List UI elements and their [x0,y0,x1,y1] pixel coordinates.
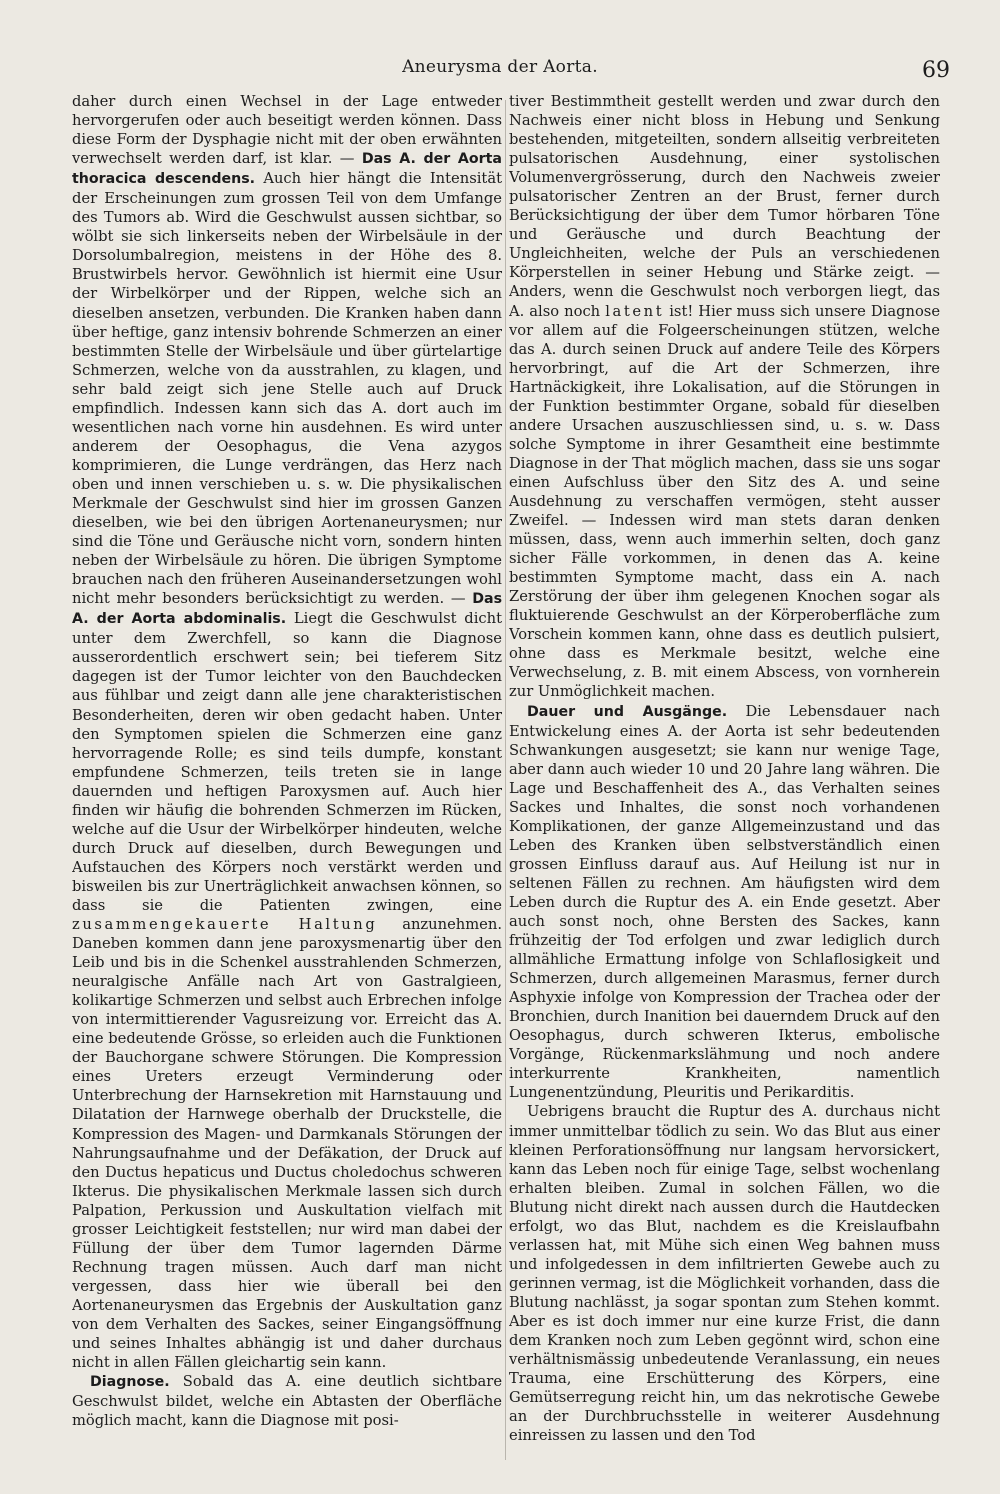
spaced-emphasis: latent [605,302,665,320]
paragraph [72,1372,502,1430]
column-divider [505,100,506,1460]
paragraph [509,702,940,1103]
right-column [509,92,940,1472]
body-text: Sobald das A. eine deutlich sichtbare Geschwulst bildet, welche ein Abtasten der Oberfläche möglich macht, kann die Diagnose mit posi- [72,1373,502,1430]
spaced-emphasis: zusammengekauerte Haltung [72,916,378,934]
running-title: Aneurysma der Aorta. [402,57,598,77]
section-heading: Dauer und Ausgänge. [527,703,728,720]
body-text: Die Lebensdauer nach Entwickelung eines A. der Aorta ist sehr bedeutenden Schwankungen ausgesetzt; sie kann nur wenige Tage, aber dann auch wieder 10 und 20 Jahre lang währen. Die Lage und Beschaffenheit des A., das Verhalten seines Sackes und Inhaltes, die sonst noch vorhandenen Komplikationen, der ganze Allgemeinzustand und das Leben des Kranken üben selbstverständlich einen grossen Einfluss darauf aus. Auf Heilung ist nur in seltenen Fällen zu rechnen. Am häufigsten wird dem Leben durch die Ruptur des A. ein Ende gesetzt. Aber auch sonst noch, ohne Bersten des Sackes, kann frühzeitig der Tod erfolgen und zwar lediglich durch allmähliche Ermattung infolge von Schlaflosigkeit und Schmerzen, durch allgemeinen Marasmus, ferner durch Asphyxie infolge von Kompression der Trachea oder der Bronchien, durch Inanition bei dauerndem Druck auf den Oesophagus, durch schweren Ikterus, embolische Vorgänge, Rückenmarkslähmung und noch andere interkurrente Krankheiten, namentlich Lungenentzündung, Pleuritis und Perikarditis. [509,702,940,1102]
page-number: 69 [922,58,950,83]
body-text: Liegt die Geschwulst dicht unter dem Zwerchfell, so kann die Diagnose ausserordentlich erschwert sein; bei tieferem Sitz dagegen ist der Tumor leichter von den Bauchdecken aus fühlbar und zeigt dann alle jene charakteristischen Besonderheiten, deren wir oben gedacht haben. Unter den Symptomen spielen die Schmerzen eine ganz hervorragende Rolle; es sind teils dumpfe, konstant empfundene Schmerzen, teils treten sie in lange dauernden und heftigen Paroxysmen auf. Auch hier finden wir häufig die bohrenden Schmerzen im Rücken, welche auf die Usur der Wirbelkörper hindeuten, welche durch Druck auf dieselben, durch Bewegungen und Aufstauchen des Körpers noch verstärkt werden und bisweilen bis zur Unerträglichkeit anwachsen können, so dass sie die Patienten zwingen, eine [72,610,502,914]
section-heading: Das A. der Aorta abdominalis. [72,591,502,628]
body-text: tiver Bestimmtheit gestellt werden und zwar durch den Nachweis einer nicht bloss in Hebung und Senkung bestehenden, mitgeteilten, sondern allseitig verbreiteten pulsatorischen Ausdehnung, einer systolischen Volumenvergrösserung, durch den Nachweis zweier pulsatorischer Zentren an der Brust, ferner durch Berücksichtigung der über dem Tumor hörbaren Töne und Geräusche und durch Beachtung der Ungleichheiten, welche der Puls an verschiedenen Körperstellen in seiner Hebung und Stärke zeigt. — Anders, wenn die Geschwulst noch verborgen liegt, das A. also noch [509,93,940,320]
section-heading: Diagnose. [90,1374,170,1391]
body-text: Auch hier hängt die Intensität der Erscheinungen zum grossen Teil von dem Umfange des Tumors ab. Wird die Geschwulst aussen sichtbar, so wölbt sie sich linkerseits neben der Wirbelsäule in der Dorsolumbalregion, meistens in der Höhe des 8. Brustwirbels hervor. Gewöhnlich ist hiermit eine Usur der Wirbelkörper und der Rippen, welche sich an dieselben ansetzen, verbunden. Die Kranken haben dann über heftige, ganz intensiv bohrende Schmerzen an einer bestimmten Stelle der Wirbelsäule und über gürtelartige Schmerzen, welche von da ausstrahlen, zu klagen, und sehr bald zeigt sich jene Stelle auch auf Druck empfindlich. Indessen kann sich das A. dort auch im wesentlichen nach vorne hin ausdehnen. Es wird unter anderem der Oesophagus, die Vena azygos komprimieren, die Lunge verdrängen, das Herz nach oben und innen verschieben u. s. w. Die physikalischen Merkmale der Geschwulst sind hier im grossen Ganzen dieselben, wie bei den übrigen Aortenaneurysmen; nur sind die Töne und Geräusche nicht vorn, sondern hinten neben der Wirbelsäule zu hören. Die übrigen Symptome brauchen nach den früheren Auseinandersetzungen wohl nicht mehr besonders berücksichtigt zu werden. — [72,170,502,608]
paragraph [509,92,940,702]
body-text: Uebrigens braucht die Ruptur des A. durchaus nicht immer unmittelbar tödlich zu sein. Wo das Blut aus einer kleinen Perforationsöffnung nur langsam hervorsickert, kann das Leben noch für einige Tage, selbst wochenlang erhalten bleiben. Zumal in solchen Fällen, wo die Blutung nicht direkt nach aussen durch die Hautdecken erfolgt, wo das Blut, nachdem es die Kreislaufbahn verlassen hat, mit Mühe sich einen Weg bahnen muss und infolgedessen in dem infiltrierten Gewebe auch zu gerinnen vermag, ist die Möglichkeit vorhanden, dass die Blutung nachlässt, ja sogar spontan zum Stehen kommt. Aber es ist doch immer nur eine kurze Frist, die dann dem Kranken noch zum Leben gegönnt wird, schon eine verhältnismässig unbedeutende Veranlassung, ein neues Trauma, eine Erschütterung des Körpers, eine Gemütserregung reicht hin, um das nekrotische Gewebe an der Durchbruchsstelle in weiterer Ausdehnung einreissen zu lassen und den Tod [509,1103,940,1445]
body-text: anzunehmen. Daneben kommen dann jene paroxysmenartig über den Leib und bis in die Schenkel ausstrahlenden Schmerzen, neuralgische Anfälle nach Art von Gastralgieen, kolikartige Schmerzen und selbst auch Erbrechen infolge von intermittierender Vagusreizung vor. Erreicht das A. eine bedeutende Grösse, so erleiden auch die Funktionen der Bauchorgane schwere Störungen. Die Kompression eines Ureters erzeugt Verminderung oder Unterbrechung der Harnsekretion mit Harnstauung und Dilatation der Harnwege oberhalb der Druckstelle, die Kompression des Magen- und Darmkanals Störungen der Nahrungsaufnahme und der Defäkation, der Druck auf den Ductus hepaticus und Ductus choledochus schweren Ikterus. Die physikalischen Merkmale lassen sich durch Palpation, Perkussion und Auskultation vielfach mit grosser Leichtigkeit feststellen; nur wird man dabei der Füllung der über dem Tumor lagernden Därme Rechnung tragen müssen. Auch darf man nicht vergessen, dass hier wie überall bei den Aortenaneurysmen das Ergebnis der Auskultation ganz von dem Verhalten des Sackes, seiner Eingangsöffnung und seines Inhaltes abhängig ist und daher durchaus nicht in allen Fällen gleichartig sein kann. [72,916,502,1372]
section-heading: Das A. der Aorta thoracica descendens. [72,151,502,188]
paragraph [72,92,502,1372]
left-column [72,92,502,1472]
body-text: ist! Hier muss sich unsere Diagnose vor allem auf die Folgeerscheinungen stützen, welche das A. durch seinen Druck auf andere Teile des Körpers hervorbringt, auf die Art der Schmerzen, ihre Hartnäckigkeit, ihre Lokalisation, auf die Störungen in der Funktion bestimmter Organe, sobald für dieselben andere Ursachen auszuschliessen sind, u. s. w. Dass solche Symptome in ihrer Gesamtheit eine bestimmte Diagnose in der That möglich machen, dass sie uns sogar einen Aufschluss über den Sitz des A. und seine Ausdehnung zu verschaffen vermögen, steht ausser Zweifel. — Indessen wird man stets daran denken müssen, dass, wenn auch immerhin selten, doch ganz sicher Fälle vorkommen, in denen das A. keine bestimmten Symptome macht, dass ein A. nach Zerstörung der über ihm gelegenen Knochen sogar als fluktuierende Geschwulst an der Körperoberfläche zum Vorschein kommen kann, ohne dass es deutlich pulsiert, ohne dass es Merkmale besitzt, welche eine Verwechselung, z. B. mit einem Abscess, von vornherein zur Unmöglichkeit machen. [509,302,940,701]
body-text: daher durch einen Wechsel in der Lage entweder hervorgerufen oder auch beseitigt werden können. Dass diese Form der Dysphagie nicht mit der oben erwähnten verwechselt werden darf, ist klar. — [72,93,502,168]
paragraph [509,1102,940,1445]
